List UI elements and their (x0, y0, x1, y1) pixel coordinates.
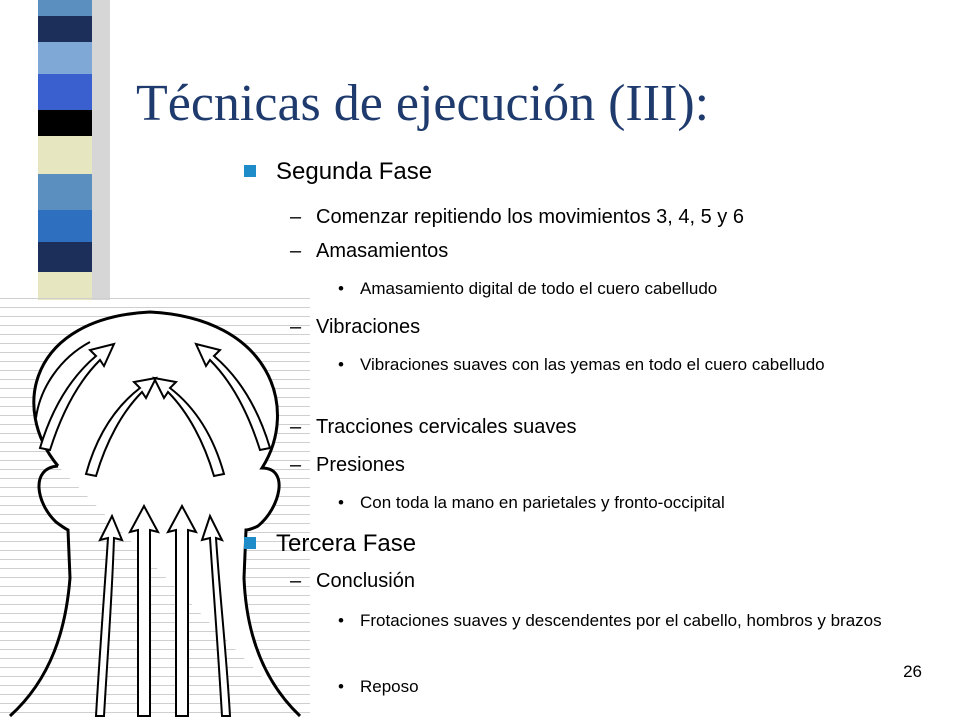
list-item (290, 316, 420, 339)
list-item-text: Amasamientos (316, 240, 449, 262)
list-item-text: Conclusión (316, 570, 415, 592)
slide-title: Técnicas de ejecución (III): (136, 75, 710, 132)
sub-list-item (338, 352, 900, 378)
dash-bullet: – (290, 416, 302, 438)
sub-list-item (338, 276, 900, 302)
sub-list-item-text: Vibraciones suaves con las yemas en todo el cuero cabelludo (360, 355, 825, 374)
sub-list-item-text: Con toda la mano en parietales y fronto-occipital (360, 493, 725, 512)
dash-bullet: – (290, 570, 302, 592)
dot-bullet: • (338, 279, 344, 298)
list-item (290, 206, 744, 229)
head-back-massage-arrows-icon (0, 298, 310, 720)
section-heading-text: Tercera Fase (276, 530, 417, 557)
sub-list-item-text: Amasamiento digital de todo el cuero cabelludo (360, 279, 718, 298)
sub-list-item-text: Frotaciones suaves y descendentes por el cabello, hombros y brazos (360, 611, 882, 630)
dot-bullet: • (338, 677, 344, 696)
list-item (290, 454, 405, 477)
sub-list-item-text: Reposo (360, 677, 419, 696)
list-item-text: Comenzar repitiendo los movimientos 3, 4, 5 y 6 (316, 206, 744, 228)
decorative-color-stripe (38, 0, 92, 300)
dash-bullet: – (290, 454, 302, 476)
dot-bullet: • (338, 355, 344, 374)
square-bullet-icon (244, 165, 256, 177)
sub-list-item (338, 608, 900, 634)
section-heading (244, 158, 432, 186)
section-heading (244, 530, 416, 558)
list-item (290, 570, 415, 593)
dot-bullet: • (338, 493, 344, 512)
stripe-shadow (92, 0, 110, 300)
list-item-text: Tracciones cervicales suaves (316, 416, 577, 438)
dash-bullet: – (290, 206, 302, 228)
dash-bullet: – (290, 316, 302, 338)
square-bullet-icon (244, 537, 256, 549)
list-item-text: Vibraciones (316, 316, 421, 338)
dot-bullet: • (338, 611, 344, 630)
page-number: 26 (903, 662, 922, 681)
section-heading-text: Segunda Fase (276, 158, 433, 185)
list-item-text: Presiones (316, 454, 405, 476)
sub-list-item (338, 490, 900, 516)
list-item (290, 416, 576, 439)
dash-bullet: – (290, 240, 302, 262)
sub-list-item (338, 674, 900, 700)
list-item (290, 240, 448, 263)
